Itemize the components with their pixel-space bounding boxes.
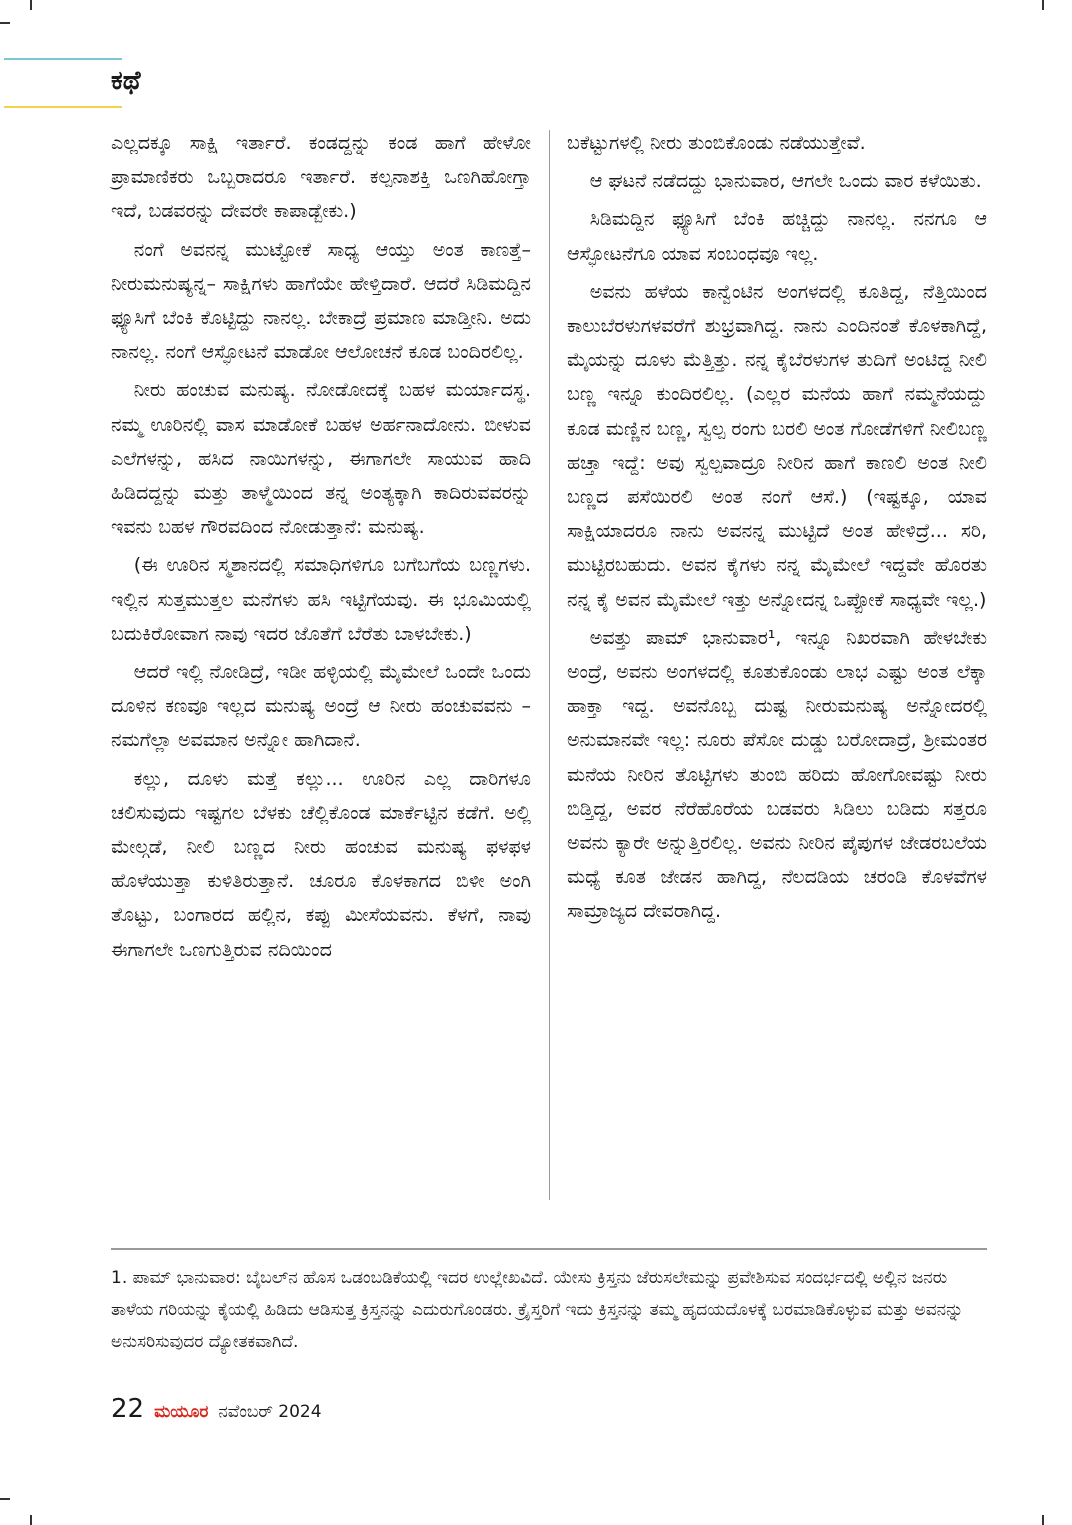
page-footer xyxy=(111,1394,322,1430)
header-rule-bottom xyxy=(4,106,122,108)
paragraph: ಆ ಘಟನೆ ನಡೆದದ್ದು ಭಾನುವಾರ, ಆಗಲೇ ಒಂದು ವಾರ ಕಳೆಯಿತು. xyxy=(589,170,982,193)
section-title: ಕಥೆ xyxy=(111,66,141,96)
issue-date: ನವೆಂಬರ್ 2024 xyxy=(218,1402,322,1422)
footnote xyxy=(111,1262,987,1358)
paragraph: ನೀರು ಹಂಚುವ ಮನುಷ್ಯ. ನೋಡೋದಕ್ಕೆ ಬಹಳ ಮರ್ಯಾದಸ್ಥ. ನಮ್ಮ ಊರಿನಲ್ಲಿ ವಾಸ ಮಾಡೋಕೆ ಬಹಳ ಅರ್ಹನಾದೋನು. ಬೀಳುವ ಎಲೆಗಳನ್ನು, ಹಸಿದ ನಾಯಿಗಳನ್ನು, ಈಗಾಗಲೇ ಸಾಯುವ ಹಾದಿ ಹಿಡಿದದ್ದನ್ನು ಮತ್ತು ತಾಳ್ಮೆಯಿಂದ ತನ್ನ ಅಂತ್ಯಕ್ಕಾಗಿ ಕಾದಿರುವವರನ್ನು ಇವನು ಬಹಳ ಗೌರವದಿಂದ ನೋಡುತ್ತಾನೆ: ಮನುಷ್ಯ. xyxy=(111,379,531,539)
section-header xyxy=(0,58,160,110)
paragraph: ಆದರೆ ಇಲ್ಲಿ ನೋಡಿದ್ರೆ, ಇಡೀ ಹಳ್ಳಿಯಲ್ಲಿ ಮೈಮೇಲೆ ಒಂದೇ ಒಂದು ದೂಳಿನ ಕಣವೂ ಇಲ್ಲದ ಮನುಷ್ಯ ಅಂದ್ರೆ ಆ ನೀರು ಹಂಚುವವನು – ನಮಗೆಲ್ಲಾ ಅವಮಾನ ಅನ್ನೋ ಹಾಗಿದಾನೆ. xyxy=(111,661,531,752)
paragraph: ಎಲ್ಲದಕ್ಕೂ ಸಾಕ್ಷಿ ಇರ್ತಾರೆ. ಕಂಡದ್ದನ್ನು ಕಂಡ ಹಾಗೆ ಹೇಳೋ ಪ್ರಾಮಾಣಿಕರು ಒಬ್ಬರಾದರೂ ಇರ್ತಾರೆ. ಕಲ್ಪನಾಶಕ್ತಿ ಒಣಗಿಹೋಗ್ತಾ ಇದೆ, ಬಡವರನ್ನು ದೇವರೇ ಕಾಪಾಡ್ಬೇಕು.) xyxy=(111,132,531,223)
paragraph: (ಈ ಊರಿನ ಸ್ಮಶಾನದಲ್ಲಿ ಸಮಾಧಿಗಳಿಗೂ ಬಗೆಬಗೆಯ ಬಣ್ಣಗಳು. ಇಲ್ಲಿನ ಸುತ್ತಮುತ್ತಲ ಮನೆಗಳು ಹಸಿ ಇಟ್ಟಿಗೆಯವು. ಈ ಭೂಮಿಯಲ್ಲಿ ಬದುಕಿರೋವಾಗ ನಾವು ಇದರ ಜೊತೆಗೆ ಬೆರೆತು ಬಾಳಬೇಕು.) xyxy=(111,554,531,645)
footnote-rule xyxy=(111,1248,987,1250)
crop-mark xyxy=(30,1515,32,1525)
paragraph: ಅವನು ಹಳೆಯ ಕಾನ್ವೆಂಟಿನ ಅಂಗಳದಲ್ಲಿ ಕೂತಿದ್ದ, ನೆತ್ತಿಯಿಂದ ಕಾಲುಬೆರಳುಗಳವರೆಗೆ ಶುಭ್ರವಾಗಿದ್ದ. ನಾನು ಎಂದಿನಂತೆ ಕೊಳಕಾಗಿದ್ದೆ, ಮೈಯನ್ನು ದೂಳು ಮೆತ್ತಿತ್ತು. ನನ್ನ ಕೈಬೆರಳುಗಳ ತುದಿಗೆ ಅಂಟಿದ್ದ ನೀಲಿ ಬಣ್ಣ ಇನ್ನೂ ಕುಂದಿರಲಿಲ್ಲ. (ಎಲ್ಲರ ಮನೆಯ ಹಾಗೆ ನಮ್ಮನೆಯದ್ದು ಕೂಡ ಮಣ್ಣಿನ ಬಣ್ಣ, ಸ್ವಲ್ಪ ರಂಗು ಬರಲಿ ಅಂತ ಗೋಡೆಗಳಿಗೆ ನೀಲಿಬಣ್ಣ ಹಚ್ತಾ ಇದ್ದೆ: ಅವು ಸ್ವಲ್ಪವಾದ್ರೂ ನೀರಿನ ಹಾಗೆ ಕಾಣಲಿ ಅಂತ ನೀಲಿ ಬಣ್ಣದ ಪಸೆಯಿರಲಿ ಅಂತ ನಂಗೆ ಆಸೆ.) (ಇಷ್ಟಕ್ಕೂ, ಯಾವ ಸಾಕ್ಷಿಯಾದರೂ ನಾನು ಅವನನ್ನ ಮುಟ್ಟಿದೆ ಅಂತ ಹೇಳಿದ್ರೆ... ಸರಿ, ಮುಟ್ಟಿರಬಹುದು. ಅವನ ಕೈಗಳು ನನ್ನ ಮೈಮೇಲೆ ಇದ್ದವೇ ಹೊರತು ನನ್ನ ಕೈ ಅವನ ಮೈಮೇಲೆ ಇತ್ತು ಅನ್ನೋದನ್ನ ಒಪ್ಪೋಕೆ ಸಾಧ್ಯವೇ ಇಲ್ಲ.) xyxy=(567,280,987,611)
column-divider xyxy=(549,130,550,1200)
crop-mark xyxy=(0,1498,10,1500)
paragraph: ಅವತ್ತು ಪಾಮ್ ಭಾನುವಾರ¹, ಇನ್ನೂ ನಿಖರವಾಗಿ ಹೇಳಬೇಕು ಅಂದ್ರೆ, ಅವನು ಅಂಗಳದಲ್ಲಿ ಕೂತುಕೊಂಡು ಲಾಭ ಎಷ್ಟು ಅಂತ ಲೆಕ್ಕಾ ಹಾಕ್ತಾ ಇದ್ದ. ಅವನೊಬ್ಬ ದುಷ್ಟ ನೀರುಮನುಷ್ಯ ಅನ್ನೋದರಲ್ಲಿ ಅನುಮಾನವೇ ಇಲ್ಲ: ನೂರು ಪೆಸೋ ದುಡ್ಡು ಬರೋದಾದ್ರೆ, ಶ್ರೀಮಂತರ ಮನೆಯ ನೀರಿನ ತೊಟ್ಟಿಗಳು ತುಂಬಿ ಹರಿದು ಹೋಗೋವಷ್ಟು ನೀರು ಬಿಡ್ತಿದ್ದ, ಅವರ ನೆರೆಹೊರೆಯ ಬಡವರು ಸಿಡಿಲು ಬಡಿದು ಸತ್ತರೂ ಅವನು ಕ್ಯಾರೇ ಅನ್ನುತ್ತಿರಲಿಲ್ಲ. ಅವನು ನೀರಿನ ಪೈಪುಗಳ ಜೇಡರಬಲೆಯ ಮಧ್ಯೆ ಕೂತ ಜೇಡನ ಹಾಗಿದ್ದ, ನೆಲದಡಿಯ ಚರಂಡಿ ಕೊಳವೆಗಳ ಸಾಮ್ರಾಜ್ಯದ ದೇವರಾಗಿದ್ದ. xyxy=(567,626,987,923)
paragraph: ಸಿಡಿಮದ್ದಿನ ಫ್ಯೂಸಿಗೆ ಬೆಂಕಿ ಹಚ್ಚಿದ್ದು ನಾನಲ್ಲ. ನನಗೂ ಆ ಆಸ್ಫೋಟನೆಗೂ ಯಾವ ಸಂಬಂಧವೂ ಇಲ್ಲ. xyxy=(567,208,987,265)
footnote-term: 1. ಪಾಮ್ ಭಾನುವಾರ: xyxy=(111,1268,241,1288)
paragraph: ಕಲ್ಲು, ದೂಳು ಮತ್ತೆ ಕಲ್ಲು... ಊರಿನ ಎಲ್ಲ ದಾರಿಗಳೂ ಚಲಿಸುವುದು ಇಷ್ಟಗಲ ಬೆಳಕು ಚೆಲ್ಲಿಕೊಂಡ ಮಾರ್ಕೆಟ್ಟಿನ ಕಡೆಗೆ. ಅಲ್ಲಿ ಮೇಲ್ಗಡೆ, ನೀಲಿ ಬಣ್ಣದ ನೀರು ಹಂಚುವ ಮನುಷ್ಯ ಫಳಫಳ ಹೊಳೆಯುತ್ತಾ ಕುಳಿತಿರುತ್ತಾನೆ. ಚೂರೂ ಕೊಳಕಾಗದ ಬಿಳೀ ಅಂಗಿ ತೊಟ್ಟು, ಬಂಗಾರದ ಹಲ್ಲಿನ, ಕಪ್ಪು ಮೀಸೆಯವನು. ಕೆಳಗೆ, ನಾವು ಈಗಾಗಲೇ ಒಣಗುತ್ತಿರುವ ನದಿಯಿಂದ xyxy=(111,767,531,961)
crop-mark xyxy=(1042,0,1044,10)
crop-mark xyxy=(0,22,10,24)
paragraph: ನಂಗೆ ಅವನನ್ನ ಮುಟ್ಟೋಕೆ ಸಾಧ್ಯ ಆಯ್ತು ಅಂತ ಕಾಣತ್ತೆ– ನೀರುಮನುಷ್ಯನ್ನ– ಸಾಕ್ಷಿಗಳು ಹಾಗೆಯೇ ಹೇಳ್ತಿದಾರೆ. ಆದರೆ ಸಿಡಿಮದ್ದಿನ ಫ್ಯೂಸಿಗೆ ಬೆಂಕಿ ಕೊಟ್ಟಿದ್ದು ನಾನಲ್ಲ. ಬೇಕಾದ್ರೆ ಪ್ರಮಾಣ ಮಾಡ್ತೀನಿ. ಅದು ನಾನಲ್ಲ. ನಂಗೆ ಆಸ್ಫೋಟನೆ ಮಾಡೋ ಆಲೋಚನೆ ಕೂಡ ಬಂದಿರಲಿಲ್ಲ. xyxy=(111,238,531,364)
header-rule-top xyxy=(4,58,122,60)
crop-mark xyxy=(30,0,32,10)
left-column xyxy=(111,126,531,967)
page-number: 22 xyxy=(111,1394,145,1424)
right-column xyxy=(567,126,987,929)
magazine-logo: ಮಯೂರ xyxy=(154,1402,209,1422)
footnote-text: ಬೈಬಲ್‌ನ ಹೊಸ ಒಡಂಬಡಿಕೆಯಲ್ಲಿ ಇದರ ಉಲ್ಲೇಖವಿದೆ. ಯೇಸು ಕ್ರಿಸ್ತನು ಜೆರುಸಲೇಮನ್ನು ಪ್ರವೇಶಿಸುವ ಸಂದರ್ಭದಲ್ಲಿ ಅಲ್ಲಿನ ಜನರು ತಾಳೆಯ ಗರಿಯನ್ನು ಕೈಯಲ್ಲಿ ಹಿಡಿದು ಆಡಿಸುತ್ತ ಕ್ರಿಸ್ತನನ್ನು ಎದುರುಗೊಂಡರು. ಕ್ರೈಸ್ತರಿಗೆ ಇದು ಕ್ರಿಸ್ತನನ್ನು ತಮ್ಮ ಹೃದಯದೊಳಕ್ಕೆ ಬರಮಾಡಿಕೊಳ್ಳುವ ಮತ್ತು ಅವನನ್ನು ಅನುಸರಿಸುವುದರ ದ್ಯೋತಕವಾಗಿದೆ. xyxy=(111,1268,964,1352)
crop-mark xyxy=(1042,1515,1044,1525)
paragraph: ಬಕೆಟ್ಟುಗಳಲ್ಲಿ ನೀರು ತುಂಬಿಕೊಂಡು ನಡೆಯುತ್ತೇವೆ. xyxy=(567,132,866,154)
